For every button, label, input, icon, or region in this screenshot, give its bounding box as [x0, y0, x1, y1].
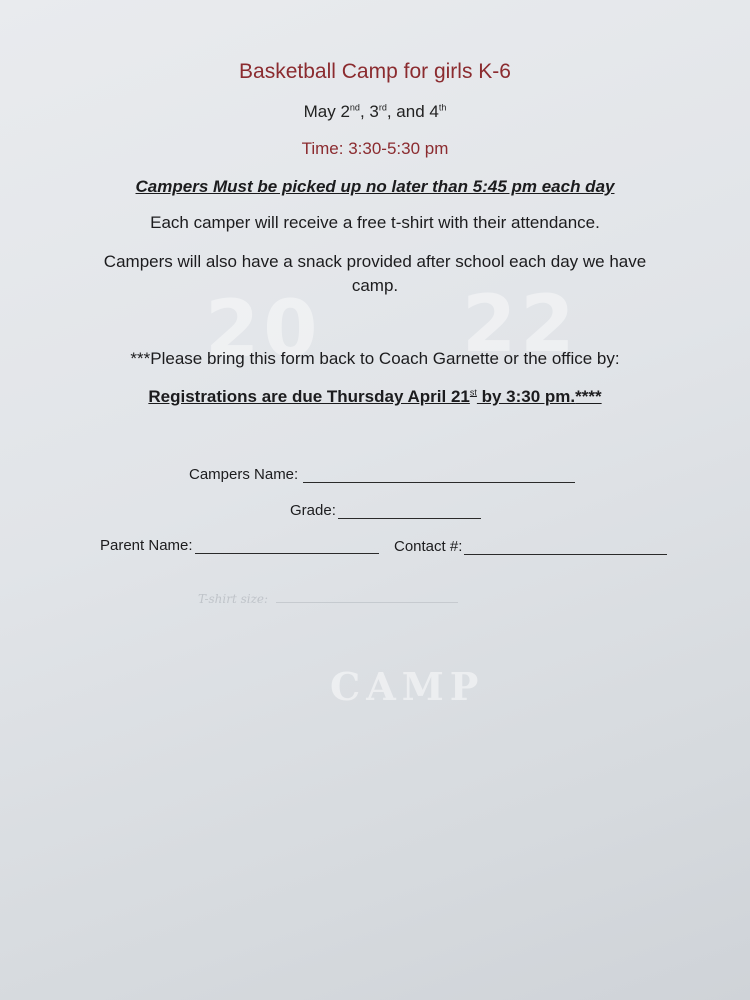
- contact-blank[interactable]: [464, 540, 667, 555]
- watermark-year-left: 20: [205, 285, 322, 375]
- snack-notice-line-2: camp.: [351, 276, 399, 295]
- grade-blank[interactable]: [338, 504, 481, 519]
- dates-sup-3: th: [438, 102, 447, 113]
- grade-field[interactable]: [290, 502, 481, 519]
- deadline-sup: st: [469, 387, 477, 398]
- dates-sup-2: rd: [378, 102, 387, 113]
- contact-field[interactable]: [394, 538, 667, 555]
- deadline-tail: ****: [575, 387, 602, 406]
- tshirt-size-blank: [276, 594, 458, 603]
- return-instruction: ***Please bring this form back to Coach Garnette or the office by:: [130, 349, 620, 368]
- parent-name-blank[interactable]: [195, 539, 379, 554]
- deadline-part-2: by 3:30 pm.: [476, 387, 576, 406]
- grade-label: Grade:: [290, 502, 336, 519]
- snack-notice-line-1: Campers will also have a snack provided after school each day we have: [103, 252, 647, 271]
- parent-name-field[interactable]: [100, 537, 379, 554]
- camp-time: Time: 3:30-5:30 pm: [301, 139, 449, 158]
- tshirt-size-label: T-shirt size:: [198, 592, 269, 606]
- flyer-title: Basketball Camp for girls K-6: [239, 60, 511, 83]
- pickup-notice: Campers Must be picked up no later than 5:45 pm each day: [135, 177, 615, 196]
- dates-mid-1: , 3: [359, 102, 379, 121]
- registration-deadline: [0, 387, 750, 407]
- parent-name-label: Parent Name:: [100, 537, 193, 554]
- tshirt-size-bleedthrough: [198, 592, 458, 606]
- camp-dates: [0, 102, 750, 122]
- dates-prefix: May 2: [303, 102, 350, 121]
- camper-name-field[interactable]: [189, 466, 575, 483]
- deadline-part-1: Registrations are due Thursday April 21: [148, 387, 470, 406]
- watermark-camp: CAMP: [330, 664, 485, 709]
- tshirt-notice: Each camper will receive a free t-shirt with their attendance.: [150, 213, 600, 232]
- dates-sup-1: nd: [349, 102, 360, 113]
- dates-mid-2: , and 4: [386, 102, 439, 121]
- watermark-year-right: 22: [462, 280, 579, 370]
- camper-name-label: Campers Name:: [189, 466, 299, 483]
- camper-name-blank[interactable]: [303, 468, 575, 483]
- contact-label: Contact #:: [394, 538, 463, 555]
